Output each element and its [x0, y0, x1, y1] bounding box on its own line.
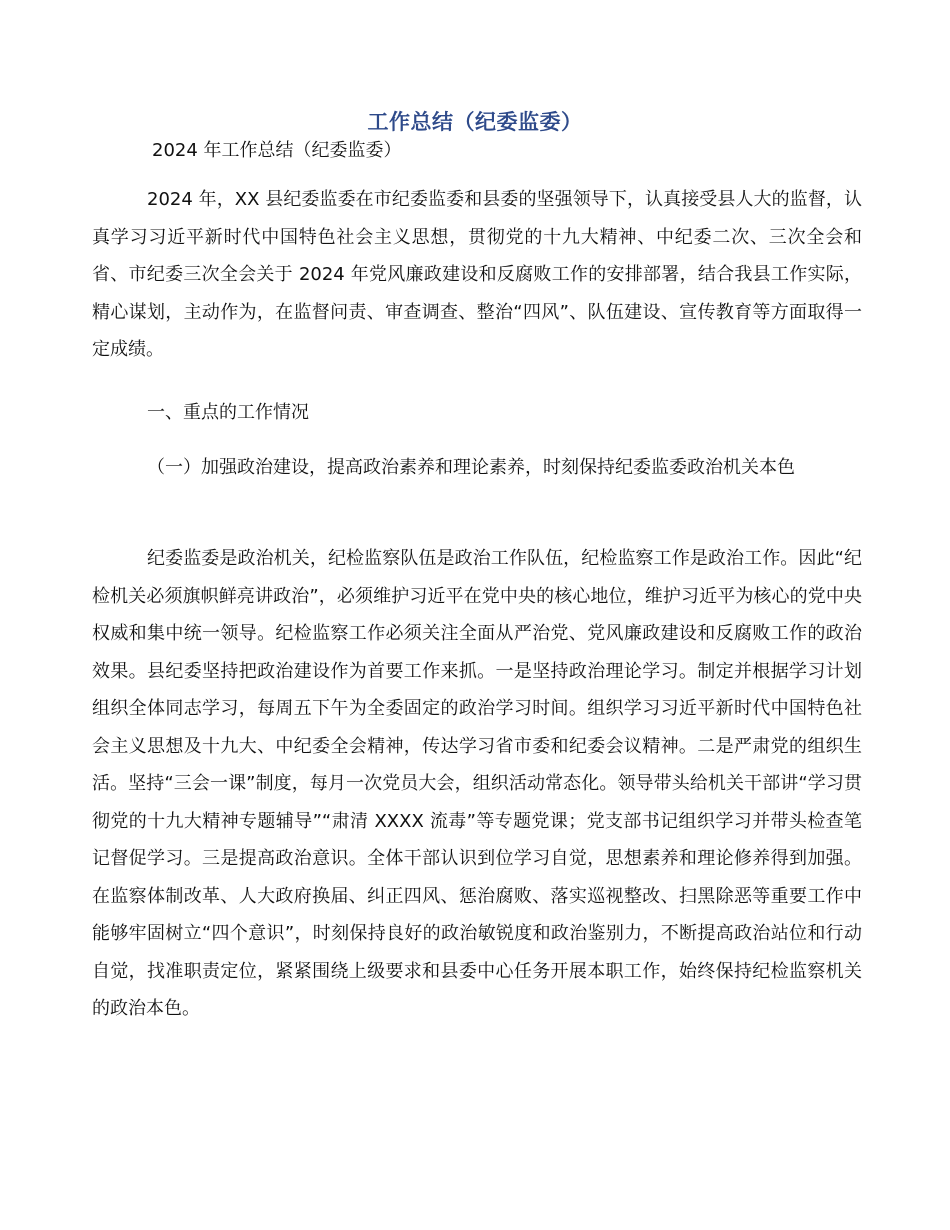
subsection-heading: （一）加强政治建设，提高政治素养和理论素养，时刻保持纪委监委政治机关本色 — [147, 457, 795, 478]
intro-paragraph: 2024 年，XX 县纪委监委在市纪委监委和县委的坚强领导下，认真接受县人大的监督，认真学习习近平新时代中国特色社会主义思想，贯彻党的十九大精神、中纪委二次、三次全会和省、市纪委三次全会关于 2024 年党风廉政建设和反腐败工作的安排部署，结合我县工作实际，精心谋划，主动作为，在监督问责、审查调查、整治“四风”、队伍建设、宣传教育等方面取得一定成绩。 — [92, 189, 862, 360]
section-heading: 一、重点的工作情况 — [147, 402, 309, 423]
document-subtitle: 2024 年工作总结（纪委监委） — [152, 140, 402, 161]
document-title: 工作总结（纪委监委） — [367, 110, 583, 134]
body-paragraph: 纪委监委是政治机关，纪检监察队伍是政治工作队伍，纪检监察工作是政治工作。因此“纪检机关必须旗帜鲜亮讲政治”，必须维护习近平在党中央的核心地位，维护习近平为核心的党中央权威和集中统一领导。纪检监察工作必须关注全面从严治党、党风廉政建设和反腐败工作的政治效果。县纪委坚持把政治建设作为首要工作来抓。一是坚持政治理论学习。制定并根据学习计划组织全体同志学习，每周五下午为全委固定的政治学习时间。组织学习习近平新时代中国特色社会主义思想及十九大、中纪委全会精神，传达学习省市委和纪委会议精神。二是严肃党的组织生活。坚持“三会一课”制度，每月一次党员大会，组织活动常态化。领导带头给机关干部讲“学习贯彻党的十九大精神专题辅导”“肃清 XXXX 流毒”等专题党课；党支部书记组织学习并带头检查笔记督促学习。三是提高政治意识。全体干部认识到位学习自觉，思想素养和理论修养得到加强。在监察体制改革、人大政府换届、纠正四风、惩治腐败、落实巡视整改、扫黑除恶等重要工作中能够牢固树立“四个意识”，时刻保持良好的政治敏锐度和政治鉴别力，不断提高政治站位和行动自觉，找准职责定位，紧紧围绕上级要求和县委中心任务开展本职工作，始终保持纪检监察机关的政治本色。 — [92, 548, 862, 1019]
